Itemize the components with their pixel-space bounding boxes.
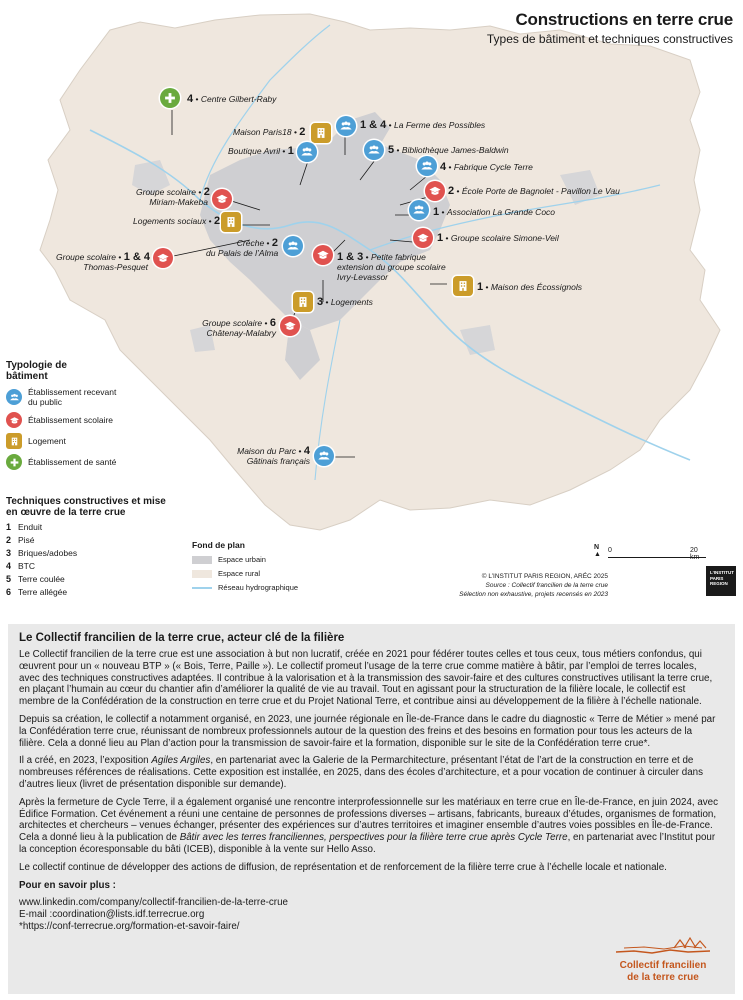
marker-creche-alma[interactable]	[283, 236, 303, 256]
rural-swatch	[192, 570, 212, 578]
label-logements-sociaux: Logements sociaux • 2	[133, 215, 221, 227]
link-confederation[interactable]: *https://conf-terrecrue.org/formation-et-savoir-faire/	[19, 920, 240, 932]
legend-typology-title: Typologie de bâtiment	[6, 360, 67, 382]
label-line2: du Palais de l’Alma	[206, 248, 279, 258]
label-num: 2	[203, 186, 210, 198]
marker-ferme-des-possibles[interactable]	[336, 116, 356, 136]
marker-maison-paris18[interactable]	[311, 123, 331, 143]
institut-paris-region-logo	[706, 566, 736, 596]
map-subtitle: Types de bâtiment et techniques constructives	[486, 32, 733, 46]
logo-line: L’INSTITUT	[710, 570, 734, 575]
label-line1: Groupe scolaire	[136, 187, 197, 197]
label-num: 2	[299, 126, 306, 138]
technique-num: 3	[6, 548, 12, 558]
technique-num: 6	[6, 587, 12, 597]
text-run: , en partenariat avec l’Institut pour la conception écoresponsable du bâti (ICEB), disponible à la vente sur Hello Asso.	[19, 832, 716, 855]
label-num: 4	[187, 93, 194, 105]
technique-item	[6, 574, 176, 584]
technique-item	[6, 535, 176, 545]
label-logements: 3 • Logements	[317, 296, 373, 308]
paragraph	[19, 755, 719, 790]
logo-line: PARIS	[710, 575, 724, 581]
more-info-heading: Pour en savoir plus :	[19, 879, 116, 891]
legend-label: Établissement recevant du public	[28, 387, 117, 407]
technique-item	[6, 522, 176, 532]
marker-miriam-makeba[interactable]	[212, 189, 232, 209]
label-thomas-pesquet: Groupe scolaire • 1 & 4 Thomas-Pesquet	[56, 251, 151, 272]
technique-label: Briques/adobes	[18, 548, 78, 558]
link-linkedin[interactable]: www.linkedin.com/company/collectif-francilien-de-la-terre-crue	[19, 897, 288, 909]
map-credits	[459, 572, 608, 599]
technique-label: Terre coulée	[18, 574, 65, 584]
label-num: 1	[477, 281, 484, 293]
label-line1: Groupe scolaire	[202, 318, 263, 328]
credits-note: Sélection non exhaustive, projets recensés en 2023	[459, 591, 608, 598]
paragraph: Le collectif continue de développer des actions de diffusion, de représentation et de renforcement de la filière terre crue à l’échelle locale et nationale.	[19, 861, 667, 873]
panel-title: Le Collectif francilien de la terre crue, acteur clé de la filière	[19, 632, 345, 644]
label-line1: Groupe scolaire	[56, 252, 117, 262]
marker-maison-du-parc[interactable]	[314, 446, 334, 466]
marker-thomas-pesquet[interactable]	[153, 248, 173, 268]
label-name: Logements	[330, 297, 373, 307]
map-title: Constructions en terre crue	[515, 10, 733, 29]
label-creche-alma: Crèche • 2 du Palais de l’Alma	[206, 237, 279, 258]
collectif-logo-line: Collectif francilien	[619, 960, 707, 971]
label-gilbert-raby: 4 • Centre Gilbert-Raby	[187, 93, 277, 105]
publication-title: Bâtir avec les terres franciliennes, perspectives pour la filière terre crue après Cycle Terre	[179, 832, 568, 844]
scale-zero: 0	[608, 547, 612, 554]
legend-item-housing	[6, 433, 156, 449]
text-run: , en partenariat avec la Galerie de la Permarchitecture, présentant l’état de l’art de la construction en terre et de nombreuses références de réalisations. Cette exposition est installée, en 2025, dans des écoles d’architecture, et a pour vocation de continuer à circuler dans d’autres lieux (livret de présentation disponible sur demande).	[19, 755, 704, 790]
marker-simone-veil[interactable]	[413, 228, 433, 248]
label-line3: Ivry-Levassor	[337, 272, 389, 282]
marker-boutique-avril[interactable]	[297, 142, 317, 162]
collectif-logo-icon	[614, 934, 712, 956]
label-miriam-makeba: Groupe scolaire • 2 Miriam-Makeba	[136, 186, 210, 207]
label-line2: extension du groupe scolaire	[337, 262, 446, 272]
label-bibliotheque-baldwin: 5 • Bibliothèque James-Baldwin	[388, 144, 509, 156]
marker-logements[interactable]	[293, 292, 313, 312]
label-line1: Crèche	[236, 238, 265, 248]
label-simone-veil: 1 • Groupe scolaire Simone-Veil	[437, 232, 559, 244]
text-run: Il a créé, en 2023, l’exposition	[19, 755, 152, 767]
label-grande-coco: 1 • Association La Grande Coco	[433, 206, 556, 218]
water-swatch	[192, 587, 212, 589]
technique-num: 4	[6, 561, 12, 571]
legend-label: Établissement de santé	[28, 457, 117, 467]
label-num: 4	[303, 445, 310, 457]
label-num: 6	[269, 317, 276, 329]
label-num: 5	[388, 144, 395, 156]
label-ivry-levassor: 1 & 3 • Petite fabrique extension du groupe scolaire Ivry-Levassor	[337, 251, 446, 282]
label-name: La Ferme des Possibles	[394, 120, 486, 130]
technique-label: Pisé	[18, 535, 35, 545]
label-num: 4	[440, 161, 447, 173]
label-name: Bibliothèque James-Baldwin	[401, 145, 509, 155]
label-num: 1	[437, 232, 444, 244]
legend-item-health	[6, 454, 156, 470]
legend-techniques-title: Techniques constructives et mise en œuvre de la terre crue	[6, 496, 166, 518]
technique-label: Enduit	[18, 522, 43, 532]
label-num: 3	[317, 296, 324, 308]
label-name: École Porte de Bagnolet - Pavillon Le Vau	[461, 186, 620, 196]
label-line2: Thomas-Pesquet	[83, 262, 148, 272]
label-ecossignols: 1 • Maison des Écossignols	[477, 281, 583, 293]
marker-ecossignols[interactable]	[453, 276, 473, 296]
label-fabrique-cycle-terre: 4 • Fabrique Cycle Terre	[440, 161, 533, 173]
exhibition-title: Agiles Argiles	[151, 755, 211, 767]
credits-source: Source : Collectif francilien de la terre crue	[485, 582, 608, 589]
public-building-icon	[6, 389, 22, 405]
legend-label: Logement	[28, 436, 66, 446]
label-ferme-des-possibles: 1 & 4 • La Ferme des Possibles	[360, 119, 486, 131]
label-num: 1	[433, 206, 440, 218]
label-name: Boutique Avril	[228, 146, 280, 156]
scale-max: 20	[690, 547, 698, 554]
legend-basemap	[192, 540, 298, 592]
collectif-logo	[613, 934, 713, 984]
paragraph: Depuis sa création, le collectif a notamment organisé, en 2023, une journée régionale en Île-de-France dans le cadre du diagnostic « Terre de Métier » mené par la Confédération terre crue, réunissant de nombreux professionnels autour de la question des freins et des besoins en formation pour tous les acteurs de la filière. Cela a donné lieu au Plan d’action pour la transmission de savoir-faire et la formation, disponible sur le site de la Confédération terre crue*.	[19, 713, 716, 749]
label-name: Logements sociaux	[133, 216, 207, 226]
legend-typology	[6, 360, 156, 470]
north-arrow-icon: N ▲	[594, 544, 601, 558]
marker-fabrique-cycle-terre[interactable]	[417, 156, 437, 176]
urban-swatch	[192, 556, 212, 564]
label-num: 2	[271, 237, 278, 249]
label-boutique-avril: Boutique Avril • 1	[228, 145, 294, 157]
scale-bar	[594, 544, 706, 562]
label-ecole-bagnolet: 2 • École Porte de Bagnolet - Pavillon Le Vau	[448, 185, 620, 197]
label-num: 2	[213, 215, 221, 227]
label-line2: Miriam-Makeba	[149, 197, 208, 207]
label-chatenay-malabry: Groupe scolaire • 6 Châtenay-Malabry	[202, 317, 276, 338]
housing-icon	[6, 433, 22, 449]
legend-item-school	[6, 412, 156, 428]
legend-basemap-title: Fond de plan	[192, 540, 245, 550]
legend-water	[192, 583, 298, 592]
north-label: N	[594, 544, 600, 551]
label-maison-paris18: Maison Paris18 • 2	[233, 126, 306, 138]
label-num: 1 & 4	[123, 251, 151, 263]
label-name: Centre Gilbert-Raby	[200, 94, 277, 104]
label-num: 1 & 3	[337, 251, 364, 263]
marker-bibliotheque-baldwin[interactable]	[364, 140, 384, 160]
panel-body	[19, 649, 719, 933]
technique-label: Terre allégée	[18, 587, 68, 597]
label-line1: Maison du Parc	[237, 446, 297, 456]
label-num: 1 & 4	[360, 119, 387, 131]
logo-line: REGION	[710, 581, 728, 586]
legend-label: Espace rural	[218, 569, 261, 578]
legend-rural	[192, 569, 298, 578]
label-maison-du-parc: Maison du Parc • 4 Gâtinais français	[237, 445, 310, 466]
legend-label: Espace urbain	[218, 555, 266, 564]
info-panel	[8, 624, 735, 994]
marker-grande-coco[interactable]	[409, 200, 429, 220]
marker-chatenay-malabry[interactable]	[280, 316, 300, 336]
label-line2: Gâtinais français	[246, 456, 310, 466]
paragraph	[19, 797, 719, 856]
health-cross-icon	[6, 454, 22, 470]
label-name: Fabrique Cycle Terre	[453, 162, 533, 172]
label-line2: Châtenay-Malabry	[206, 328, 276, 338]
paragraph: Le Collectif francilien de la terre crue est une association à but non lucratif, créée en 2021 pour fédérer toutes celles et tous ceux, tous métiers confondus, qui œuvrent pour un « nouveau BTP » (« Bois, Terre, Paille »). Le collectif promeut l’usage de la terre crue comme matière à bâtir, par l’emploi de terres locales, avec des techniques constructives adaptées. Il contribue à la valorisation et à la transmission des savoir-faire et des cultures constructives utilisant la terre crue, en plaçant l’humain au cœur du chantier afin d’améliorer la qualité de vie au travail. Tout en agissant pour la structuration de la filière locale, le collectif est membre de la Confédération de la construction en terre crue et du Projet National Terre, et contribue ainsi au développement de la filière à l’échelle nationale.	[19, 649, 713, 708]
map-title-block	[487, 10, 733, 46]
technique-label: BTC	[18, 561, 35, 571]
label-num: 1	[287, 145, 294, 157]
text-run: Après la fermeture de Cycle Terre, il a également organisé une rencontre interprofessionnelle sur les matériaux en terre crue en Île-de-France, en juin 2024, avec Édifice Formation. Cet événement a réuni une centaine de personnes de professions diverses – artisans, fabricants, bureaux d’études, organismes de formation, architectes et chercheurs – venues échanger, présenter des expériences sur d’autres territoires et imaginer ensemble d’autres voies possibles en Île-de-France. Cela a donné lieu à la publication de	[19, 796, 719, 844]
link-email[interactable]: E-mail :coordination@lists.idf.terrecrue.org	[19, 909, 205, 921]
label-num: 2	[448, 185, 455, 197]
label-name: Association La Grande Coco	[446, 207, 556, 217]
marker-ivry-levassor[interactable]	[313, 245, 333, 265]
legend-label: Établissement scolaire	[28, 415, 114, 425]
school-icon	[6, 412, 22, 428]
technique-num: 5	[6, 574, 12, 584]
collectif-logo-line: de la terre crue	[627, 972, 699, 983]
legend-label: Réseau hydrographique	[218, 583, 299, 592]
marker-ecole-bagnolet[interactable]	[425, 181, 445, 201]
technique-item	[6, 561, 176, 571]
technique-item	[6, 587, 176, 597]
technique-num: 2	[6, 535, 12, 545]
legend-item-public	[6, 387, 156, 407]
technique-item	[6, 548, 176, 558]
label-name: Maison Paris18	[233, 127, 292, 137]
scale-line	[608, 557, 706, 558]
legend-urban	[192, 555, 298, 564]
label-name: Maison des Écossignols	[490, 282, 583, 292]
credits-copyright: © L’INSTITUT PARIS REGION, ARÉC 2025	[481, 573, 608, 580]
legend-techniques	[6, 496, 176, 597]
marker-logements-sociaux[interactable]	[221, 212, 241, 232]
label-name: Petite fabrique	[371, 252, 426, 262]
label-name: Groupe scolaire Simone-Veil	[450, 233, 559, 243]
technique-num: 1	[6, 522, 12, 532]
marker-gilbert-raby[interactable]	[160, 88, 180, 108]
